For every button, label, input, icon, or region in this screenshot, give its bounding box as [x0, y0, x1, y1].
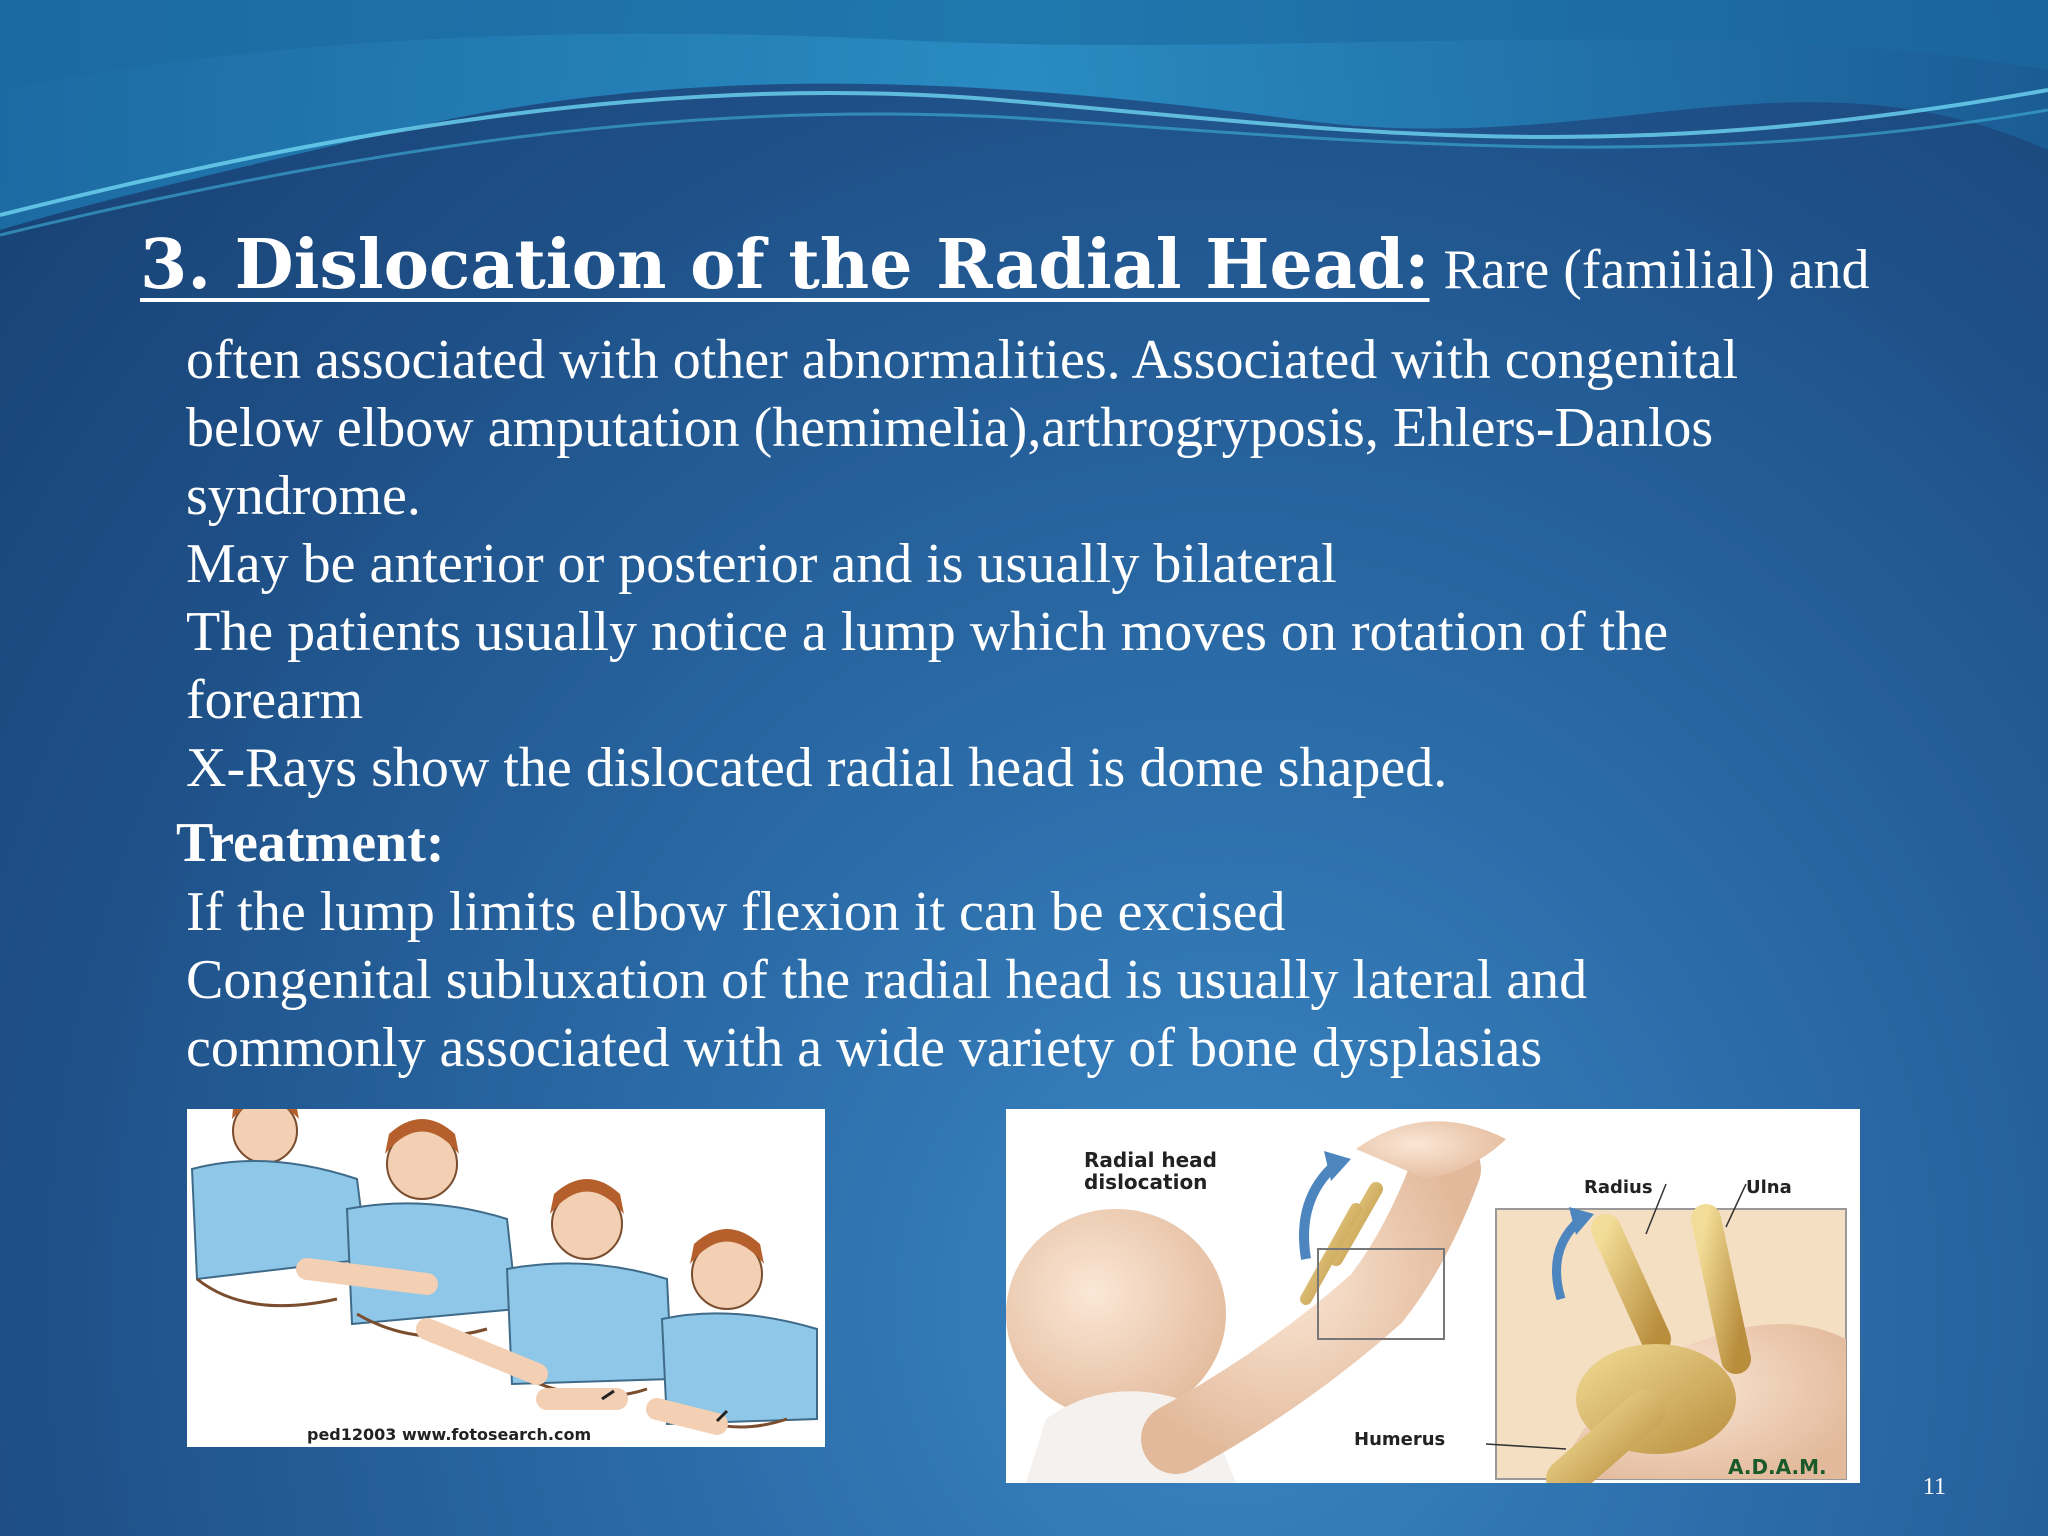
label-line: Radial head	[1084, 1148, 1217, 1172]
body-line: often associated with other abnormalities. Associated with congenital	[186, 329, 1739, 391]
children-elbow-illustration	[187, 1109, 825, 1447]
treatment-line: If the lump limits elbow flexion it can be excised	[186, 881, 1286, 943]
body-line: syndrome.	[186, 465, 421, 527]
fotosearch-caption: ped12003 www.fotosearch.com	[307, 1425, 592, 1444]
heading-line	[140, 222, 1940, 326]
body-line: X-Rays show the dislocated radial head is dome shaped.	[186, 737, 1448, 799]
body-line: forearm	[186, 669, 364, 731]
treatment-text	[140, 878, 1940, 1082]
treatment-line: commonly associated with a wide variety of bone dysplasias	[186, 1017, 1543, 1079]
label-radial-head-dislocation	[1084, 1149, 1217, 1193]
adam-logo: A.D.A.M.	[1728, 1455, 1827, 1479]
body-line: May be anterior or posterior and is usually bilateral	[186, 533, 1337, 595]
label-line: dislocation	[1084, 1170, 1208, 1194]
body-line: below elbow amputation (hemimelia),arthrogryposis, Ehlers-Danlos	[186, 397, 1714, 459]
slide-content	[140, 222, 1940, 1082]
page-number: 11	[1922, 1474, 1946, 1500]
heading-tail: Rare (familial) and	[1429, 239, 1870, 301]
body-text	[140, 326, 1940, 802]
treatment-title: Treatment:	[176, 812, 445, 874]
radial-head-dislocation-illustration	[1006, 1109, 1860, 1483]
label-radius: Radius	[1584, 1177, 1653, 1198]
slide-heading: 3. Dislocation of the Radial Head:	[140, 225, 1430, 305]
treatment-line: Congenital subluxation of the radial head is usually lateral and	[186, 949, 1588, 1011]
label-humerus: Humerus	[1354, 1429, 1446, 1450]
children-drawing	[187, 1109, 825, 1447]
body-line: The patients usually notice a lump which moves on rotation of the	[186, 601, 1669, 663]
label-ulna: Ulna	[1746, 1177, 1792, 1198]
